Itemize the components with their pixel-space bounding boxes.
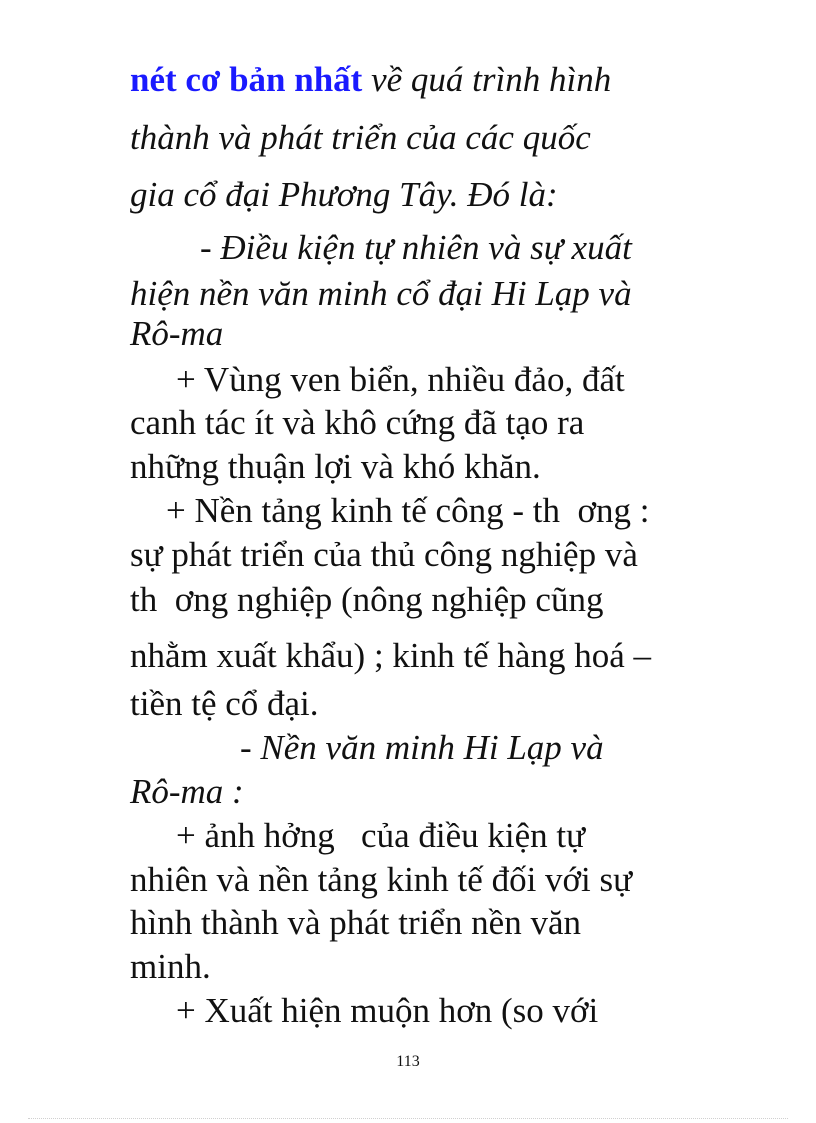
text-line-6: Rô-ma — [130, 314, 224, 353]
text-line-16: Rô-ma : — [130, 772, 244, 811]
bullet-economic-foundation: + Nền tảng kinh tế công - th ơng : — [166, 491, 650, 530]
bullet-influence: + ảnh hởng của điều kiện tự — [176, 816, 586, 855]
text-line-12: th ơng nghiệp (nông nghiệp cũng — [130, 580, 604, 619]
text-line-2: thành và phát triển của các quốc — [130, 118, 591, 157]
bullet-later-emergence: + Xuất hiện muộn hơn (so với — [176, 991, 599, 1030]
text-line-20: minh. — [130, 947, 211, 986]
text-line-1 — [130, 60, 611, 100]
highlighted-phrase: nét cơ bản nhất — [130, 60, 363, 99]
page-number: 113 — [396, 1053, 420, 1070]
text-line-13: nhằm xuất khẩu) ; kinh tế hàng hoá – — [130, 636, 651, 675]
text-line-11: sự phát triển của thủ công nghiệp và — [130, 535, 638, 574]
bullet-coastal-region: + Vùng ven biển, nhiều đảo, đất — [176, 360, 625, 399]
text-line-19: hình thành và phát triển nền văn — [130, 903, 581, 942]
section-heading-natural-conditions: - Điều kiện tự nhiên và sự xuất — [200, 228, 632, 267]
text-line-5: hiện nền văn minh cổ đại Hi Lạp và — [130, 274, 632, 313]
page-bottom-divider — [28, 1118, 788, 1119]
text-line-9: những thuận lợi và khó khăn. — [130, 447, 541, 486]
text-line-3: gia cổ đại Phương Tây. Đó là: — [130, 175, 558, 214]
text-line-18: nhiên và nền tảng kinh tế đối với sự — [130, 860, 633, 899]
section-heading-civilization: - Nền văn minh Hi Lạp và — [240, 728, 604, 767]
text-line-8: canh tác ít và khô cứng đã tạo ra — [130, 403, 585, 442]
text-line-1-rest: về quá trình hình — [362, 60, 612, 99]
text-line-14: tiền tệ cổ đại. — [130, 684, 319, 723]
